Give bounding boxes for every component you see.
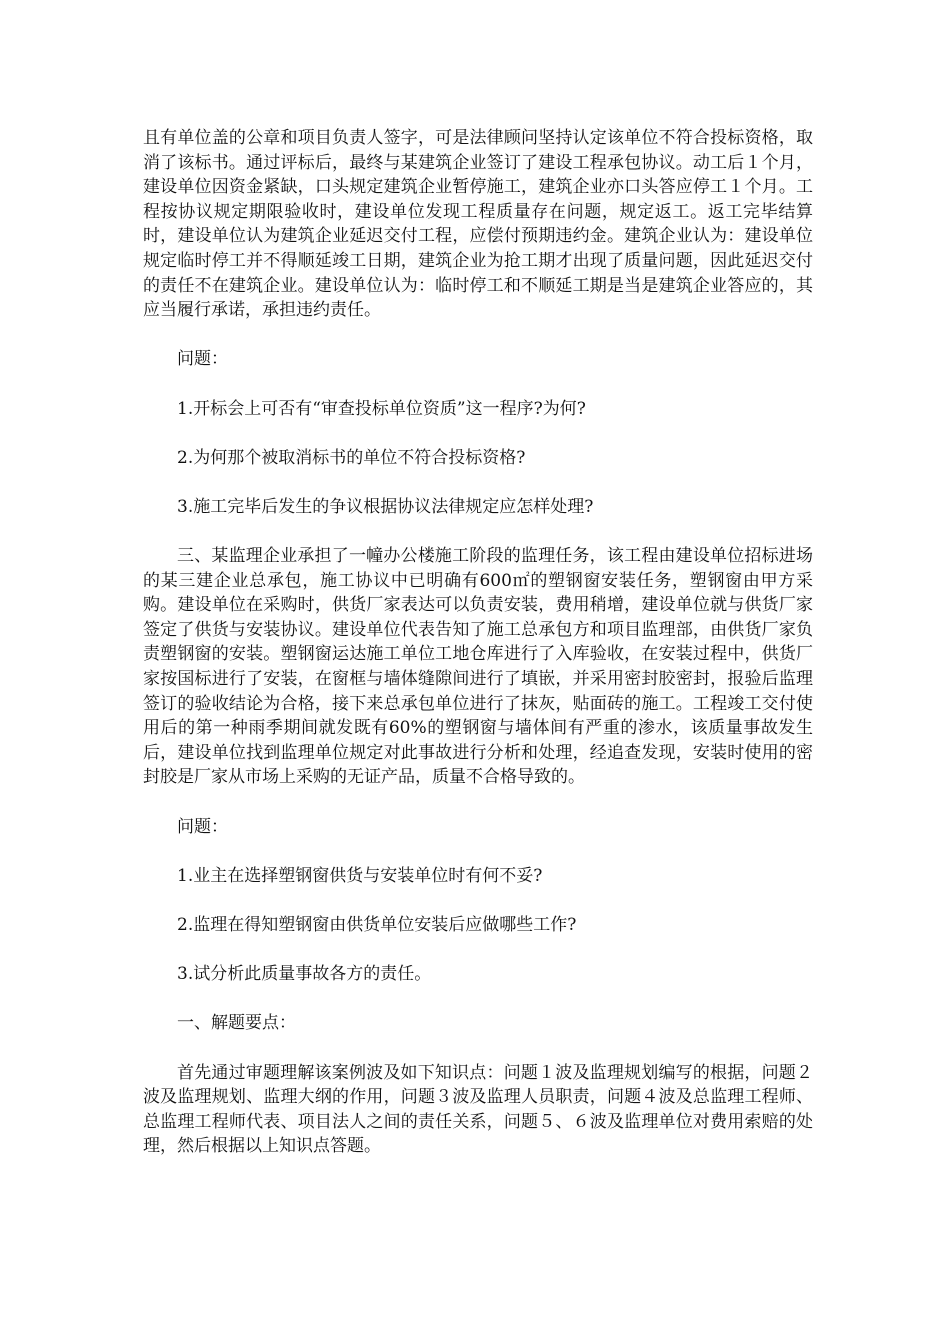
section-heading: 一、解题要点： xyxy=(177,1013,296,1034)
answer-points-paragraph: 首先通过审题理解该案例波及如下知识点：问题１波及监理规划编写的根据，问题２波及监理规划、监理大纲的作用，问题３波及监理人员职责，问题４波及总监理工程师、总监理工程师代表、项目法人之间的责任关系，问题５、６波及监理单位对费用索赔的处理，然后根据以上知识点答题。 xyxy=(143,1062,813,1157)
document-page xyxy=(143,126,813,1159)
question-item: 3.试分析此质量事故各方的责任。 xyxy=(177,964,432,985)
question-item: 3.施工完毕后发生的争议根据协议法律规定应怎样处理? xyxy=(177,496,594,517)
questions-heading: 问题： xyxy=(177,816,228,837)
case-three-paragraph: 三、某监理企业承担了一幢办公楼施工阶段的监理任务，该工程由建设单位招标进场的某三建企业总承包，施工协议中已明确有600㎡的塑钢窗安装任务，塑钢窗由甲方采购。建设单位在采购时，供货厂家表达可以负责安装，费用稍增，建设单位就与供货厂家签定了供货与安装协议。建设单位代表告知了施工总承包方和项目监理部，由供货厂家负责塑钢窗的安装。塑钢窗运达施工单位工地仓库进行了入库验收，在安装过程中，供货厂家按国标进行了安装，在窗框与墙体缝隙间进行了填嵌，并采用密封胶密封，报验后监理签订的验收结论为合格，接下来总承包单位进行了抹灰，贴面砖的施工。工程竣工交付使用后的第一种雨季期间就发既有60%的塑钢窗与墙体间有严重的渗水，该质量事故发生后，建设单位找到监理单位规定对此事故进行分析和处理，经追查发现，安装时使用的密封胶是厂家从市场上采购的无证产品，质量不合格导致的。 xyxy=(143,546,813,788)
questions-heading: 问题： xyxy=(177,349,228,370)
question-item: 2.监理在得知塑钢窗由供货单位安装后应做哪些工作? xyxy=(177,915,577,935)
question-item: 1.开标会上可否有“审查投标单位资质”这一程序?为何? xyxy=(177,398,586,419)
case-two-continued-paragraph: 且有单位盖的公章和项目负责人签字，可是法律顾问坚持认定该单位不符合投标资格，取消了该标书。通过评标后，最终与某建筑企业签订了建设工程承包协议。动工后１个月，建设单位因资金紧缺，口头规定建筑企业暂停施工，建筑企业亦口头答应停工１个月。工程按协议规定期限验收时，建设单位发现工程质量存在问题，规定返工。返工完毕结算时，建设单位认为建筑企业延迟交付工程，应偿付预期违约金。建筑企业认为：建设单位规定临时停工并不得顺延竣工日期，建筑企业为抢工期才出现了质量问题，因此延迟交付的责任不在建筑企业。建设单位认为：临时停工和不顺延工期是当是建筑企业答应的，其应当履行承诺，承担违约责任。 xyxy=(143,128,813,321)
question-item: 2.为何那个被取消标书的单位不符合投标资格? xyxy=(177,447,526,468)
question-item: 1.业主在选择塑钢窗供货与安装单位时有何不妥? xyxy=(177,865,543,886)
